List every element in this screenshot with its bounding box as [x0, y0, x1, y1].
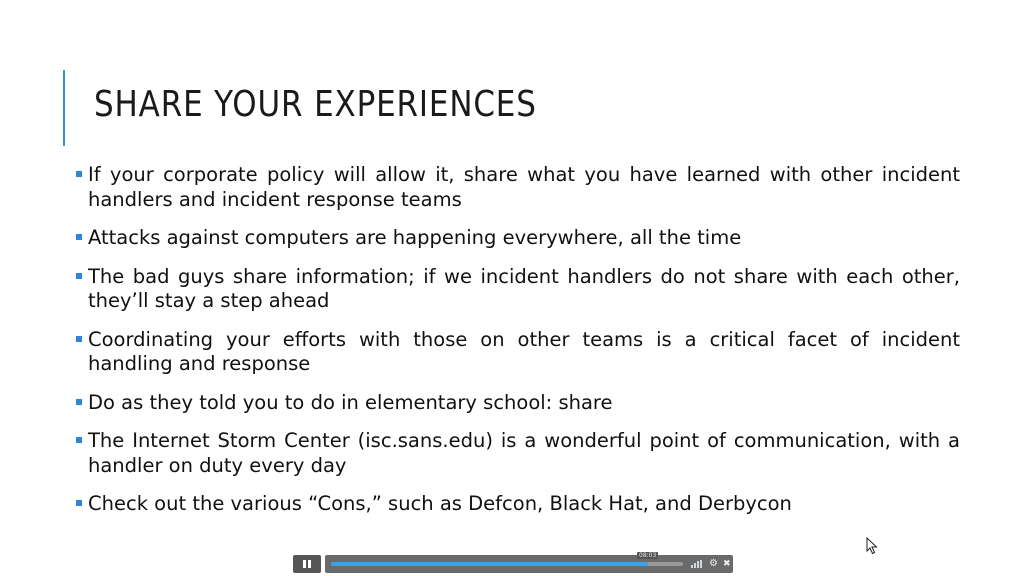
bullet-text: Attacks against computers are happening everywhere, all the time	[88, 226, 742, 249]
bullet-text: The Internet Storm Center (isc.sans.edu) is a wonderful point of communication, with a handler on duty every day	[88, 429, 960, 477]
bullet-list	[76, 163, 960, 531]
pause-icon-bar	[308, 560, 311, 568]
bullet-marker-icon	[76, 399, 82, 405]
pause-button[interactable]	[293, 555, 321, 573]
bullet-marker-icon	[76, 336, 82, 342]
volume-level-bar	[694, 563, 696, 568]
bullet-item	[76, 265, 960, 314]
seek-bar[interactable]	[331, 562, 683, 566]
volume-level-bar	[697, 561, 699, 568]
pause-icon	[303, 560, 306, 568]
video-player-controls	[293, 552, 733, 573]
mouse-cursor-icon	[866, 537, 878, 555]
time-tooltip: 08:03	[639, 552, 657, 559]
volume-level-bar	[700, 560, 702, 568]
seek-bar-progress	[331, 562, 648, 566]
title-accent-bar	[63, 70, 65, 146]
bullet-item	[76, 391, 960, 416]
bullet-marker-icon	[76, 500, 82, 506]
expand-icon[interactable]: ✖	[723, 559, 731, 569]
bullet-item	[76, 429, 960, 478]
bullet-item	[76, 328, 960, 377]
gear-icon[interactable]: ⚙	[709, 558, 718, 569]
bullet-marker-icon	[76, 437, 82, 443]
bullet-marker-icon	[76, 273, 82, 279]
slide-title: SHARE YOUR EXPERIENCES	[94, 84, 537, 125]
bullet-marker-icon	[76, 171, 82, 177]
bullet-text: Do as they told you to do in elementary school: share	[88, 390, 613, 414]
seek-bar-container	[325, 552, 733, 573]
bullet-text: Check out the various “Cons,” such as Defcon, Black Hat, and Derbycon	[88, 492, 792, 515]
bullet-item	[76, 492, 960, 517]
bullet-text: The bad guys share information; if we incident handlers do not share with each other, they’ll stay a step ahead	[88, 264, 960, 312]
volume-level-bar	[691, 565, 693, 568]
bullet-item	[76, 226, 960, 251]
volume-icon[interactable]	[691, 560, 703, 568]
bullet-text: If your corporate policy will allow it, share what you have learned with other incident handlers and incident response teams	[88, 163, 960, 211]
bullet-marker-icon	[76, 234, 82, 240]
bullet-text: Coordinating your efforts with those on other teams is a critical facet of incident handling and response	[88, 327, 960, 375]
bullet-item	[76, 163, 960, 212]
